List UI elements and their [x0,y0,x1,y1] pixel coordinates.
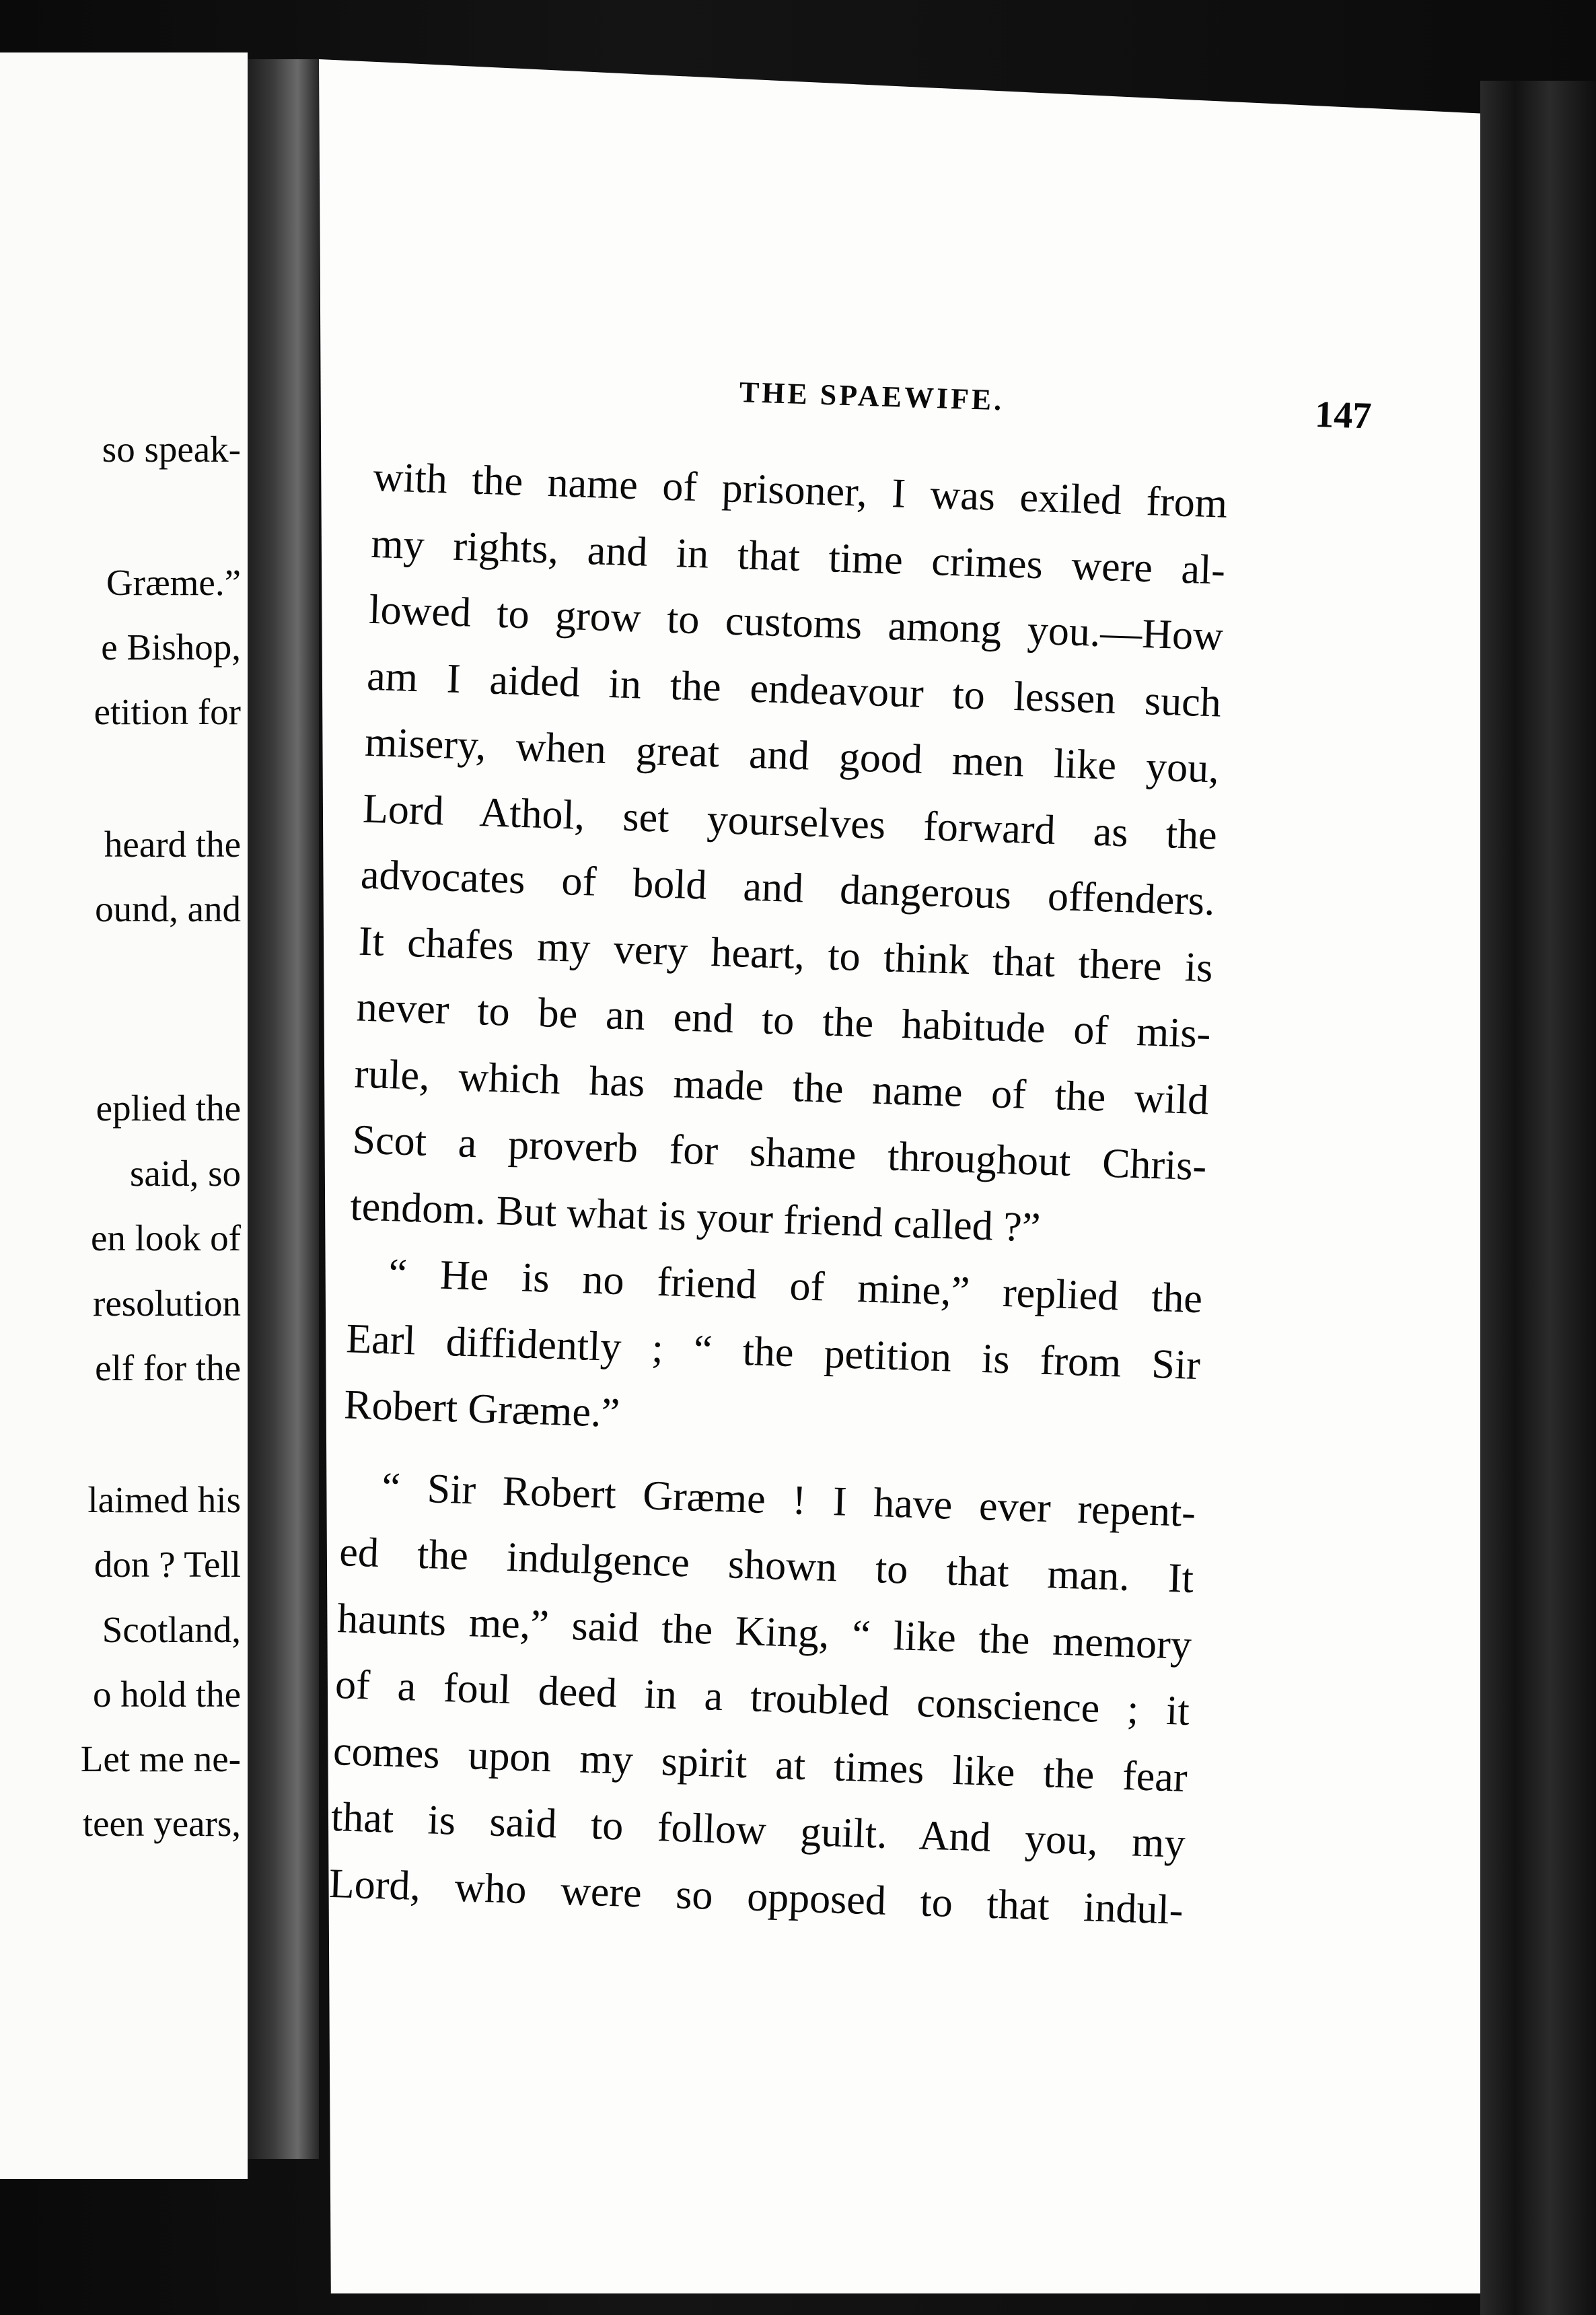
facing-page-line: resolution [93,1283,241,1324]
facing-page-line: e Bishop, [101,627,241,668]
text-line: lowed to grow to customs among you.—How [368,586,1224,660]
text-line: Scot a proverb for shame throughout Chris- [351,1116,1208,1190]
facing-page-line: o hold the [93,1674,241,1715]
text-line: rule, which has made the name of the wild [353,1050,1210,1123]
text-line: ed the indulgence shown to that man. It [338,1529,1194,1602]
body-text [328,444,1329,1947]
facing-page-line: teen years, [82,1803,241,1844]
text-line: “ He is no friend of mine,” replied the [388,1250,1204,1322]
text-line: “ Sir Robert Græme ! I have ever repent- [381,1464,1197,1536]
facing-page-line: ound, and [95,888,241,929]
facing-page-line: said, so [130,1153,241,1194]
text-line: Robert Græme.” [343,1382,621,1437]
running-head: THE SPAEWIFE. [739,375,1005,417]
facing-page-line: Græme.” [106,562,241,603]
text-line: Earl diffidently ; “ the petition is from Sir [345,1315,1201,1388]
text-line: advocates of bold and dangerous offenders. [360,851,1216,925]
page-number: 147 [1314,393,1373,437]
facing-page-line: elf for the [95,1347,241,1388]
text-line: never to be an end to the habitude of mis- [355,984,1212,1057]
text-line: It chafes my very heart, to think that there is [357,918,1214,991]
facing-page-line: etition for [94,691,241,732]
facing-page-line: so speak- [102,429,241,470]
text-line: comes upon my spirit at times like the fear [332,1728,1188,1801]
text-line: misery, when great and good men like you, [364,719,1220,792]
facing-page-line: don ? Tell [94,1544,241,1585]
facing-page-line: Scotland, [102,1609,241,1650]
text-line: that is said to follow guilt. And you, my [330,1793,1186,1867]
text-line: with the name of prisoner, I was exiled from [372,454,1229,527]
facing-page-line: laimed his [87,1479,241,1520]
page-gutter [248,59,319,2159]
page-edge-shadow [1480,81,1596,2315]
facing-page-fragment [0,52,248,2179]
facing-page-line: Let me ne- [80,1738,241,1779]
text-line: Lord, who were so opposed to that indul- [328,1860,1184,1933]
facing-page-line: heard the [104,824,241,865]
facing-page-line: en look of [90,1217,241,1258]
text-line: haunts me,” said the King, “ like the memory [336,1595,1192,1668]
page-text-block [328,363,1373,1946]
text-line: Lord Athol, set yourselves forward as the [362,785,1218,859]
text-line: am I aided in the endeavour to lessen such [366,653,1222,726]
text-line: of a foul deed in a troubled conscience ; it [334,1662,1190,1734]
facing-page-line: eplied the [96,1088,241,1129]
text-line: my rights, and in that time crimes were al- [370,520,1227,594]
text-line: tendom. But what is your friend called ?” [349,1182,1042,1251]
